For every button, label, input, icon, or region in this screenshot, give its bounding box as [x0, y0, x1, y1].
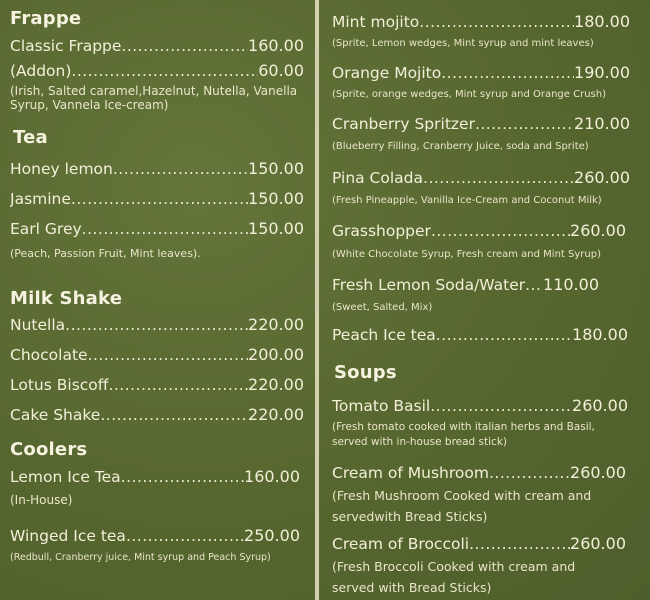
- item-note-fresh-lemon-soda: (Sweet, Salted, Mix): [332, 302, 433, 313]
- item-note-cream-of-mushroom-line2: servedwith Bread Sticks): [332, 509, 488, 524]
- dot-leader: [489, 464, 570, 482]
- menu-item-orange-mojito: [332, 63, 630, 82]
- dot-leader: [441, 64, 574, 82]
- item-note-cream-of-broccoli-line2: served with Bread Sticks): [332, 580, 492, 595]
- menu-item-grasshopper: [332, 221, 626, 240]
- column-divider: [315, 0, 319, 600]
- menu-item-cream-of-broccoli: [332, 534, 626, 553]
- menu-item-peach-ice-tea: [332, 325, 628, 344]
- menu-item-tomato-basil: [332, 396, 628, 415]
- item-price: 220.00: [248, 375, 304, 394]
- item-price: 260.00: [572, 396, 628, 415]
- item-price: 180.00: [574, 12, 630, 31]
- menu-item-lemon-ice-tea: [10, 467, 300, 486]
- item-price: 60.00: [258, 61, 304, 80]
- dot-leader: [113, 160, 248, 178]
- item-name: (Addon): [10, 62, 72, 80]
- item-note-tomato-basil-line1: (Fresh tomato cooked with italian herbs and Basil,: [332, 421, 595, 433]
- section-title-soups: Soups: [334, 362, 397, 383]
- item-name: Lotus Biscoff: [10, 376, 109, 394]
- item-name: Tomato Basil: [332, 397, 431, 415]
- dot-leader: [419, 13, 574, 31]
- dot-leader: [431, 222, 570, 240]
- dot-leader: [126, 527, 244, 545]
- item-price: 210.00: [574, 114, 630, 133]
- dot-leader: [436, 326, 572, 344]
- menu-item-winged-ice-tea: [10, 526, 300, 545]
- item-name: Earl Grey: [10, 220, 82, 238]
- item-price: 220.00: [248, 315, 304, 334]
- item-name: Winged Ice tea: [10, 527, 126, 545]
- menu-item-chocolate: [10, 345, 304, 364]
- dot-leader: [469, 535, 570, 553]
- item-note-cranberry-spritzer: (Blueberry Filling, Cranberry Juice, soda and Sprite): [332, 141, 589, 152]
- item-note-grasshopper: (White Chocolate Syrup, Fresh cream and Mint Syrup): [332, 249, 601, 260]
- dot-leader: [108, 376, 248, 394]
- dot-leader: [121, 37, 248, 55]
- dot-leader: [71, 62, 258, 80]
- menu-item-fresh-lemon-soda: [332, 275, 599, 294]
- menu-item-lotus-biscoff: [10, 375, 304, 394]
- item-note-orange-mojito: (Sprite, orange wedges, Mint syrup and Orange Crush): [332, 89, 606, 100]
- item-name: Orange Mojito: [332, 64, 442, 82]
- menu-item-jasmine: [10, 189, 304, 208]
- menu-item-honey-lemon: [10, 159, 304, 178]
- item-name: Grasshopper: [332, 222, 431, 240]
- dot-leader: [88, 346, 248, 364]
- item-name: Pina Colada: [332, 169, 424, 187]
- section-title-frappe: Frappe: [10, 8, 82, 29]
- item-name: Cake Shake: [10, 406, 101, 424]
- item-name: Nutella: [10, 316, 66, 334]
- item-name: Mint mojito: [332, 13, 420, 31]
- section-title-milk-shake: Milk Shake: [10, 288, 123, 309]
- menu-item-cream-of-mushroom: [332, 463, 626, 482]
- item-price: 150.00: [248, 159, 304, 178]
- item-price: 160.00: [244, 467, 300, 486]
- item-name: Classic Frappe: [10, 37, 122, 55]
- item-price: 180.00: [572, 325, 628, 344]
- item-name: Cranberry Spritzer: [332, 115, 475, 133]
- item-name: Fresh Lemon Soda/Water: [332, 276, 526, 294]
- menu-item-mint-mojito: [332, 12, 630, 31]
- dot-leader: [121, 468, 244, 486]
- menu-item-cranberry-spritzer: [332, 114, 630, 133]
- item-note-lemon-ice-tea: (In-House): [10, 493, 73, 507]
- item-name: Peach Ice tea: [332, 326, 436, 344]
- item-price: 150.00: [248, 189, 304, 208]
- dot-leader: [82, 220, 248, 238]
- item-name: Cream of Mushroom: [332, 464, 489, 482]
- item-price: 220.00: [248, 405, 304, 424]
- item-price: 190.00: [574, 63, 630, 82]
- dot-leader: [100, 406, 248, 424]
- menu-item-cake-shake: [10, 405, 304, 424]
- menu-item-nutella: [10, 315, 304, 334]
- item-name: Cream of Broccoli: [332, 535, 470, 553]
- item-note-pina-colada: (Fresh Pineapple, Vanilla Ice-Cream and Coconut Milk): [332, 195, 602, 206]
- item-note-cream-of-mushroom-line1: (Fresh Mushroom Cooked with cream and: [332, 488, 592, 503]
- item-note-frappe-addons: (Irish, Salted caramel,Hazelnut, Nutella, Vanella Syrup, Vannela Ice-cream): [10, 84, 298, 112]
- item-price: 110.00: [543, 275, 599, 294]
- menu-item-earl-grey: [10, 219, 304, 238]
- item-note-winged-ice-tea: (Redbull, Cranberry juice, Mint syrup and Peach Syrup): [10, 552, 271, 563]
- item-note-earl-grey: (Peach, Passion Fruit, Mint leaves).: [10, 247, 201, 260]
- item-name: Jasmine: [10, 190, 71, 208]
- dot-leader: [423, 169, 574, 187]
- dot-leader: [430, 397, 572, 415]
- dot-leader: [65, 316, 248, 334]
- item-name: Chocolate: [10, 346, 88, 364]
- item-name: Honey lemon: [10, 160, 113, 178]
- dot-leader: [71, 190, 248, 208]
- item-price: 160.00: [248, 36, 304, 55]
- item-price: 250.00: [244, 526, 300, 545]
- item-note-mint-mojito: (Sprite, Lemon wedges, Mint syrup and mint leaves): [332, 38, 594, 49]
- dot-leader: [475, 115, 574, 133]
- item-price: 260.00: [574, 168, 630, 187]
- item-price: 260.00: [570, 463, 626, 482]
- item-price: 260.00: [570, 534, 626, 553]
- menu-item-classic-frappe: [10, 36, 304, 55]
- menu-item-addon: [10, 61, 304, 80]
- section-title-coolers: Coolers: [10, 439, 88, 460]
- item-name: Lemon Ice Tea: [10, 468, 121, 486]
- item-price: 150.00: [248, 219, 304, 238]
- item-price: 260.00: [570, 221, 626, 240]
- menu-item-pina-colada: [332, 168, 630, 187]
- section-title-tea: Tea: [13, 127, 48, 148]
- item-price: 200.00: [248, 345, 304, 364]
- item-note-cream-of-broccoli-line1: (Fresh Broccoli Cooked with cream and: [332, 559, 576, 574]
- dot-leader: [525, 276, 543, 294]
- item-note-tomato-basil-line2: served with in-house bread stick): [332, 436, 508, 448]
